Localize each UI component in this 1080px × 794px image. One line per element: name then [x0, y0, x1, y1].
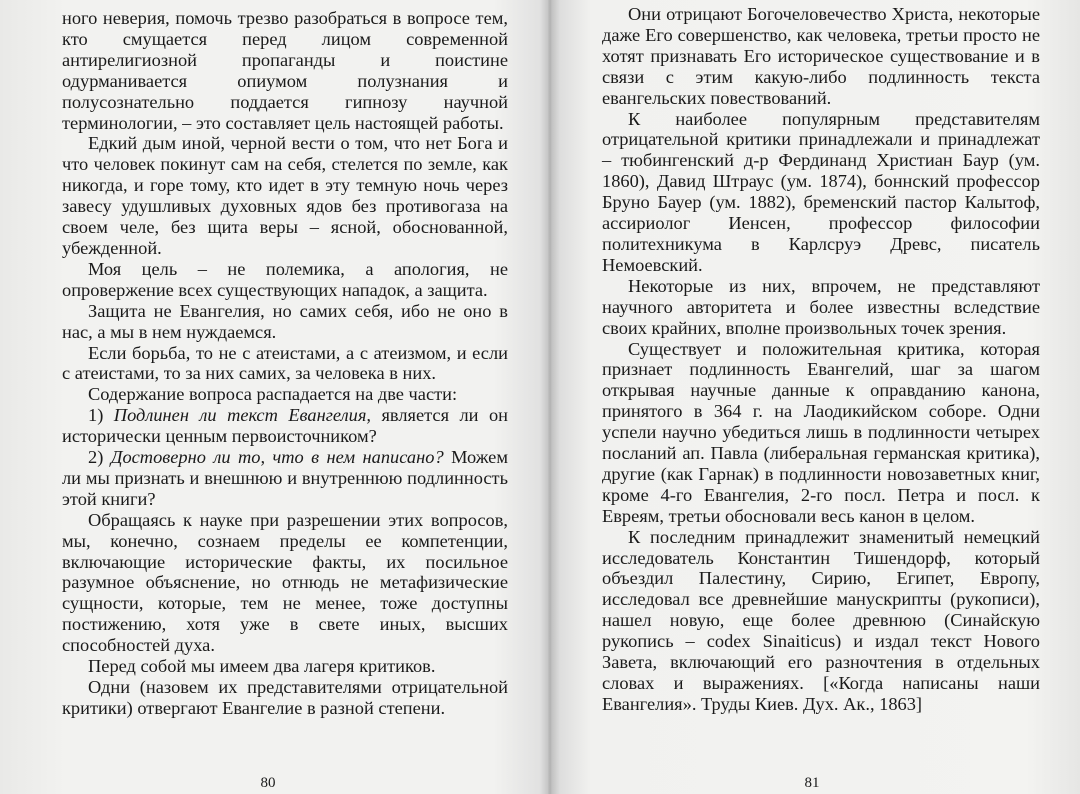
- paragraph: Некоторые из них, впрочем, не представляют научного авторитета и более известны вследствие своих крайних, вполне произвольных точек зрения.: [602, 275, 1040, 338]
- right-page: [548, 0, 1080, 794]
- paragraph: Одни (назовем их представителями отрицательной критики) отвергают Евангелие в разной степени.: [62, 677, 508, 718]
- paragraph: К наиболее популярным представителям отрицательной критики принадлежали и принадлежат – тюбингенский д-р Фердинанд Христиан Баур (ум. 1860), Давид Штраус (ум. 1874), боннский профессор Бруно Бауер (ум. 1882), бременский пастор Калытоф, ассириолог Иенсен, профессор философии политехникума в Карлсруэ Древс, писатель Немоевский.: [602, 108, 1040, 275]
- paragraph: Обращаясь к науке при разрешении этих вопросов, мы, конечно, сознаем пределы ее компетенции, включающие исторические факты, их посильное разумное объяснение, но отнюдь не метафизические сущности, которые, тем не менее, тоже доступны постижению, хотя уже в свете иных, высших способностей духа.: [62, 509, 508, 656]
- list-item-1: [62, 405, 508, 447]
- list-item-2-italic: Достоверно ли то, что в нем написано?: [110, 447, 444, 468]
- paragraph: Они отрицают Богочеловечество Христа, некоторые даже Его совершенство, как человека, третьи просто не хотят признавать Его историческое существование и в связи с этим какую-либо подлинность текста евангельских повествований.: [602, 4, 1040, 108]
- list-item-1-number: 1): [88, 405, 104, 426]
- page-number-left: 80: [260, 775, 276, 791]
- paragraph: Содержание вопроса распадается на две части:: [88, 384, 458, 405]
- paragraph: Существует и положительная критика, которая признает подлинность Евангелий, шаг за шагом открывая научные данные к оправданию канона, принятого в 364 г. на Лаодикийском соборе. Одни успели научно убедиться лишь в подлинности четырех посланий ап. Павла (либеральная германская критика), другие (как Гарнак) в подлинности новозаветных книг, кроме 4-го Евангелия, 2-го посл. Петра и посл. к Евреям, третьи обосновали весь канон в целом.: [602, 338, 1040, 526]
- list-item-2-number: 2): [88, 447, 104, 468]
- paragraph: ного неверия, помочь трезво разобраться в вопросе тем, кто смущается перед лицом современной антирелигиозной пропаганды и поистине одурманивается опиумом полузнания и полусознательно поддается гипнозу научной терминологии, – это составляет цель настоящей работы.: [62, 8, 508, 133]
- list-item-2: [62, 447, 508, 510]
- paragraph: Моя цель – не полемика, а апология, не опровержение всех существующих нападок, а защита.: [62, 258, 508, 300]
- list-item-1-italic: Подлинен ли текст Евангелия,: [113, 405, 371, 426]
- paragraph: Защита не Евангелия, но самих себя, ибо не оно в нас, а мы в нем нуждаемся.: [62, 300, 508, 342]
- right-page-text: [602, 4, 1040, 715]
- list-item-2-text: Можем ли мы признать и внешнюю и внутреннюю подлинность этой книги?: [62, 447, 508, 509]
- paragraph: Перед собой мы имеем два лагеря критиков.: [88, 656, 436, 677]
- paragraph: Если борьба, то не с атеистами, а с атеизмом, и если с атеистами, то за них самих, за человека в них.: [62, 342, 508, 384]
- list-item-1-text: является ли он исторически ценным первоисточником?: [62, 405, 509, 447]
- paragraph: К последним принадлежит знаменитый немецкий исследователь Константин Тишендорф, который объездил Палестину, Сирию, Египет, Европу, исследовал все древнейшие манускрипты (рукописи), нашел новую, еще более древнюю (Синайскую рукопись – codex Sinaiticus) и издал текст Нового Завета, включающий его разночтения в отдельных словах и выражениях. [«Когда написаны наши Евангелия». Труды Киев. Дух. Ак., 1863]: [602, 526, 1040, 714]
- left-page-text: [62, 8, 508, 719]
- paragraph: Едкий дым иной, черной вести о том, что нет Бога и что человек покинут сам на себя, стелется по земле, как никогда, и горе тому, кто идет в эту темную ночь через завесу удушливых духовных ядов без противогаза на своем челе, без щита веры – ясной, обоснованной, убежденной.: [62, 133, 508, 258]
- page-number-right: 81: [804, 775, 820, 791]
